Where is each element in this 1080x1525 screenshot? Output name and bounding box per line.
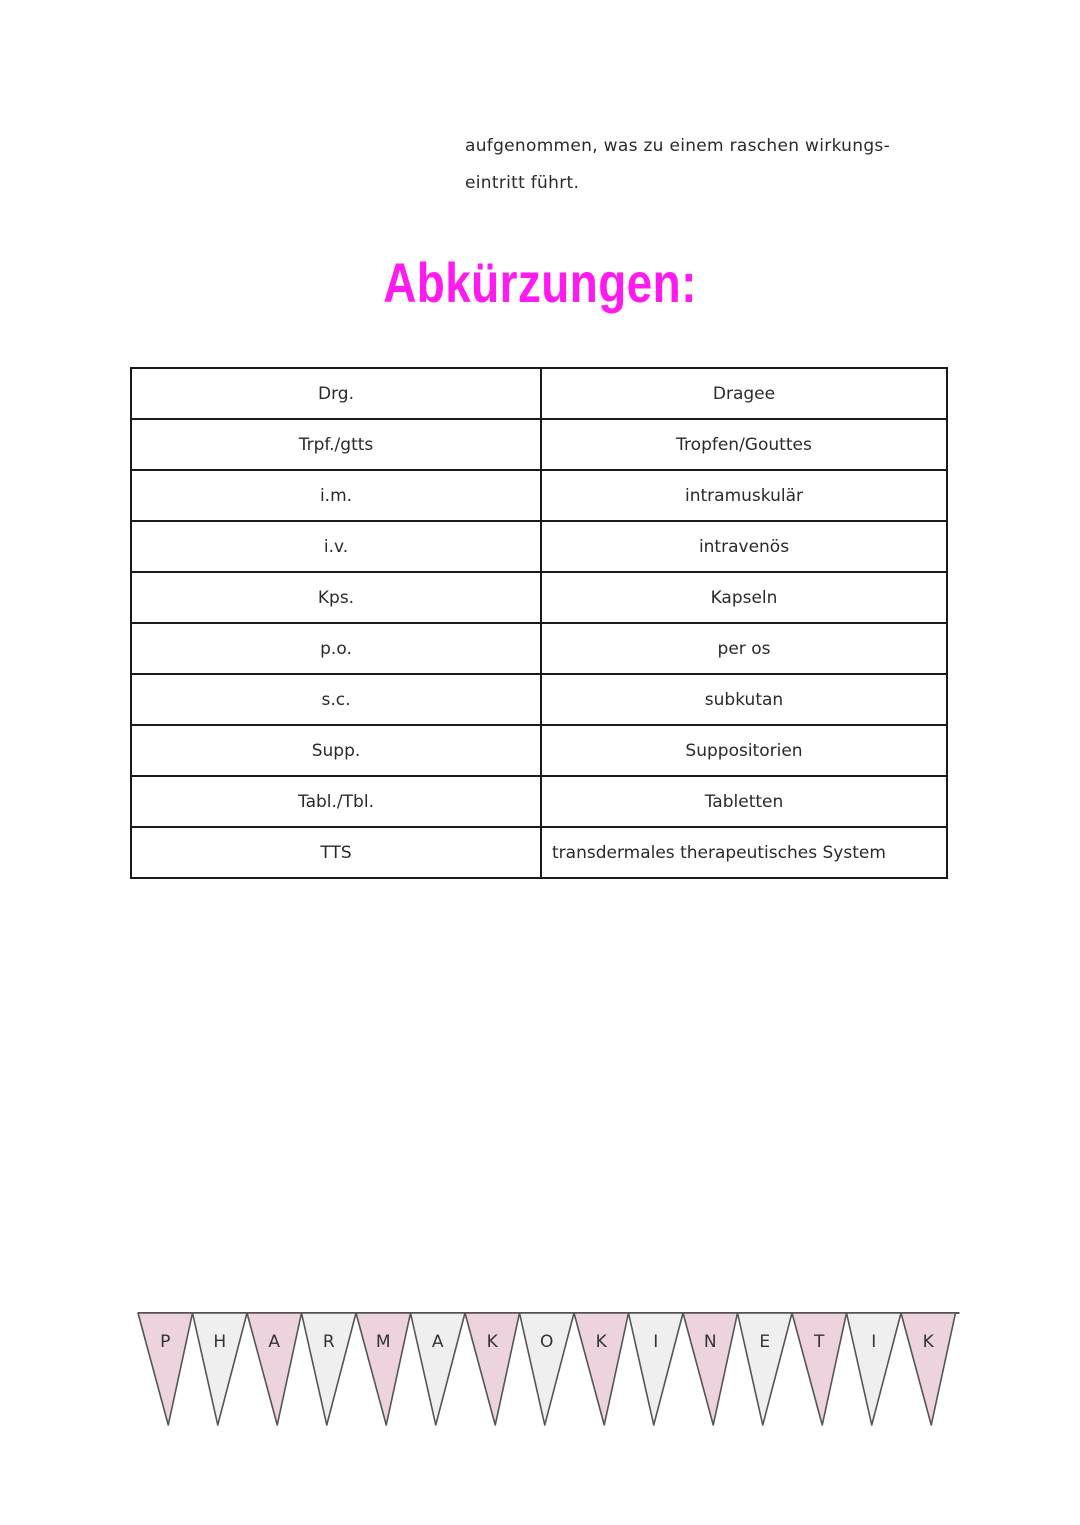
abbreviation-cell: i.v.	[131, 521, 541, 572]
bunting-flag	[901, 1313, 956, 1425]
table-row	[131, 623, 947, 674]
bunting-flag	[574, 1313, 629, 1425]
meaning-cell: Suppositorien	[541, 725, 947, 776]
bunting-letter: E	[759, 1332, 771, 1352]
bunting-letter: M	[375, 1332, 391, 1352]
intro-line-1: aufgenommen, was zu einem raschen wirkungs-	[465, 136, 891, 156]
meaning-cell: subkutan	[541, 674, 947, 725]
table-row	[131, 572, 947, 623]
intro-line-2: eintritt führt.	[465, 173, 580, 193]
table-row	[131, 725, 947, 776]
table-row	[131, 470, 947, 521]
table-row	[131, 521, 947, 572]
bunting-letter: A	[268, 1332, 281, 1352]
table-row	[131, 827, 947, 878]
abbreviation-cell: TTS	[131, 827, 541, 878]
bunting-flag	[520, 1313, 575, 1425]
abbreviation-cell: s.c.	[131, 674, 541, 725]
bunting-letter: I	[653, 1332, 659, 1352]
abbreviation-cell: p.o.	[131, 623, 541, 674]
bunting-letter: K	[922, 1332, 934, 1352]
meaning-cell: Tropfen/Gouttes	[541, 419, 947, 470]
bunting-flag	[356, 1313, 411, 1425]
meaning-cell: Kapseln	[541, 572, 947, 623]
bunting-flag	[738, 1313, 793, 1425]
bunting-flag	[847, 1313, 902, 1425]
abbreviations-table	[130, 367, 948, 879]
bunting-letter: N	[703, 1332, 717, 1352]
intro-text	[465, 128, 945, 202]
abbreviation-cell: Drg.	[131, 368, 541, 419]
bunting-flag	[792, 1313, 847, 1425]
abbreviation-cell: Tabl./Tbl.	[131, 776, 541, 827]
bunting-letter: P	[160, 1332, 171, 1352]
bunting-letter: K	[595, 1332, 607, 1352]
meaning-cell: intramuskulär	[541, 470, 947, 521]
bunting-letter: R	[322, 1332, 335, 1352]
table-row	[131, 674, 947, 725]
bunting-letter: T	[814, 1332, 825, 1352]
table-row	[131, 776, 947, 827]
meaning-cell: intravenös	[541, 521, 947, 572]
table-row	[131, 368, 947, 419]
bunting-flag	[465, 1313, 520, 1425]
page-title: Abkürzungen:	[383, 251, 697, 314]
bunting-flag	[683, 1313, 738, 1425]
bunting-flag	[247, 1313, 302, 1425]
bunting-letter: H	[213, 1332, 227, 1352]
bunting-flag	[302, 1313, 357, 1425]
meaning-cell: Dragee	[541, 368, 947, 419]
abbreviation-cell: Supp.	[131, 725, 541, 776]
bunting-letter: A	[431, 1332, 444, 1352]
table-row	[131, 419, 947, 470]
bunting-flag	[629, 1313, 684, 1425]
abbreviation-cell: i.m.	[131, 470, 541, 521]
abbreviation-cell: Trpf./gtts	[131, 419, 541, 470]
meaning-cell: per os	[541, 623, 947, 674]
bunting-flag	[193, 1313, 248, 1425]
bunting-letter: O	[540, 1332, 554, 1352]
bunting-letter: I	[871, 1332, 877, 1352]
bunting-flag	[411, 1313, 466, 1425]
meaning-cell: Tabletten	[541, 776, 947, 827]
bunting-flag	[138, 1313, 193, 1425]
abbreviation-cell: Kps.	[131, 572, 541, 623]
bunting-letter: K	[486, 1332, 498, 1352]
meaning-cell: transdermales therapeutisches System	[541, 827, 947, 878]
pharmakokinetik-bunting	[130, 1305, 960, 1435]
